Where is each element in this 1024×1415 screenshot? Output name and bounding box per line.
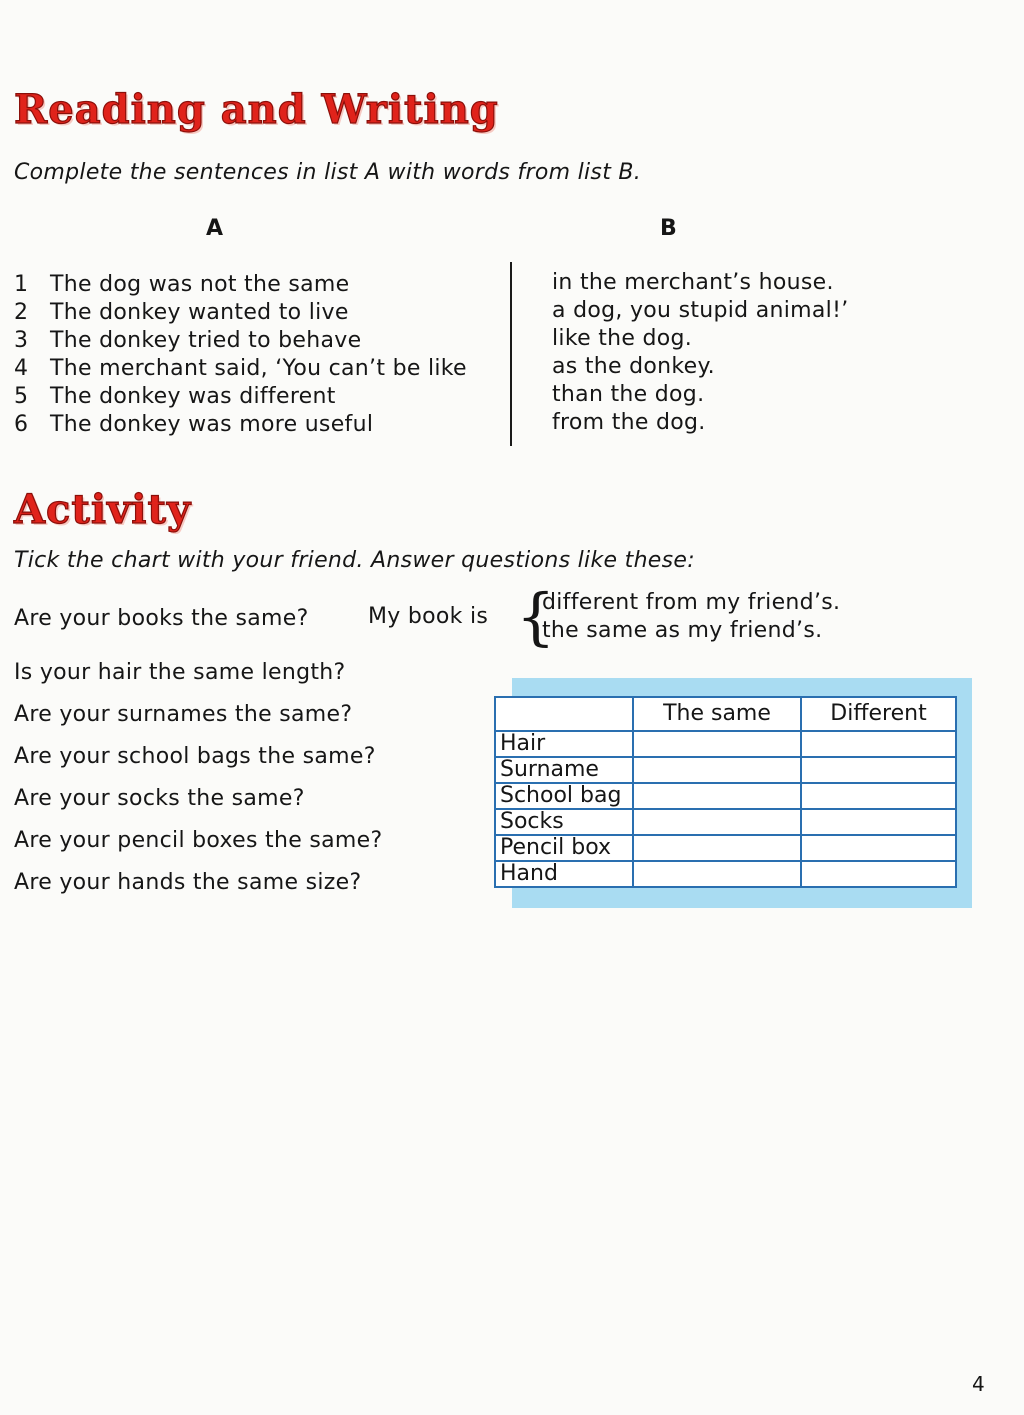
list-a-item: 1 The dog was not the same <box>14 272 350 297</box>
question-item: Are your socks the same? <box>14 786 305 811</box>
chart-row-label: Hair <box>495 731 633 757</box>
chart-header-row <box>495 697 956 731</box>
activity-heading: Activity <box>14 486 192 533</box>
tick-chart <box>494 696 957 888</box>
list-b-item: as the donkey. <box>552 354 715 379</box>
list-a-item: 2 The donkey wanted to live <box>14 300 349 325</box>
example-option: the same as my friend’s. <box>542 618 823 643</box>
chart-corner-cell <box>495 697 633 731</box>
question-item: Are your hands the same size? <box>14 870 362 895</box>
list-a-item: 3 The donkey tried to behave <box>14 328 362 353</box>
chart-header-same: The same <box>633 697 801 731</box>
list-b-header: B <box>660 216 677 241</box>
example-answer-start: My book is <box>368 604 489 629</box>
question-item: Are your surnames the same? <box>14 702 353 727</box>
tick-cell-same[interactable] <box>633 835 801 861</box>
example-question: Are your books the same? <box>14 606 309 631</box>
chart-row <box>495 835 956 861</box>
brace-icon: { <box>516 580 556 653</box>
question-item: Are your school bags the same? <box>14 744 376 769</box>
chart-header-different: Different <box>801 697 956 731</box>
tick-cell-same[interactable] <box>633 783 801 809</box>
list-b-item: in the merchant’s house. <box>552 270 834 295</box>
question-item: Are your pencil boxes the same? <box>14 828 383 853</box>
chart-row-label: Hand <box>495 861 633 887</box>
tick-cell-different[interactable] <box>801 809 956 835</box>
tick-cell-different[interactable] <box>801 731 956 757</box>
tick-cell-different[interactable] <box>801 757 956 783</box>
tick-cell-same[interactable] <box>633 861 801 887</box>
page-number: 4 <box>972 1372 985 1396</box>
list-b <box>552 270 849 438</box>
tick-cell-different[interactable] <box>801 861 956 887</box>
tick-cell-different[interactable] <box>801 835 956 861</box>
chart-row-label: Surname <box>495 757 633 783</box>
reading-writing-heading: Reading and Writing <box>14 86 499 133</box>
list-a <box>14 272 467 440</box>
list-a-item: 5 The donkey was different <box>14 384 336 409</box>
chart-row <box>495 731 956 757</box>
activity-instruction: Tick the chart with your friend. Answer questions like these: <box>14 548 695 573</box>
chart-row <box>495 783 956 809</box>
list-b-item: from the dog. <box>552 410 706 435</box>
list-b-item: like the dog. <box>552 326 693 351</box>
list-a-header: A <box>206 216 224 241</box>
example-option: different from my friend’s. <box>542 590 841 615</box>
question-item: Is your hair the same length? <box>14 660 346 685</box>
chart-row <box>495 861 956 887</box>
column-divider <box>510 262 512 446</box>
tick-cell-same[interactable] <box>633 809 801 835</box>
tick-cell-same[interactable] <box>633 731 801 757</box>
chart-row-label: Socks <box>495 809 633 835</box>
list-b-item: than the dog. <box>552 382 705 407</box>
list-a-item: 6 The donkey was more useful <box>14 412 374 437</box>
chart-row <box>495 809 956 835</box>
tick-cell-different[interactable] <box>801 783 956 809</box>
chart-row <box>495 757 956 783</box>
question-list <box>14 660 382 912</box>
chart-row-label: School bag <box>495 783 633 809</box>
chart-row-label: Pencil box <box>495 835 633 861</box>
list-a-item: 4 The merchant said, ‘You can’t be like <box>14 356 467 381</box>
list-b-item: a dog, you stupid animal!’ <box>552 298 849 323</box>
reading-writing-instruction: Complete the sentences in list A with words from list B. <box>14 160 642 185</box>
tick-cell-same[interactable] <box>633 757 801 783</box>
